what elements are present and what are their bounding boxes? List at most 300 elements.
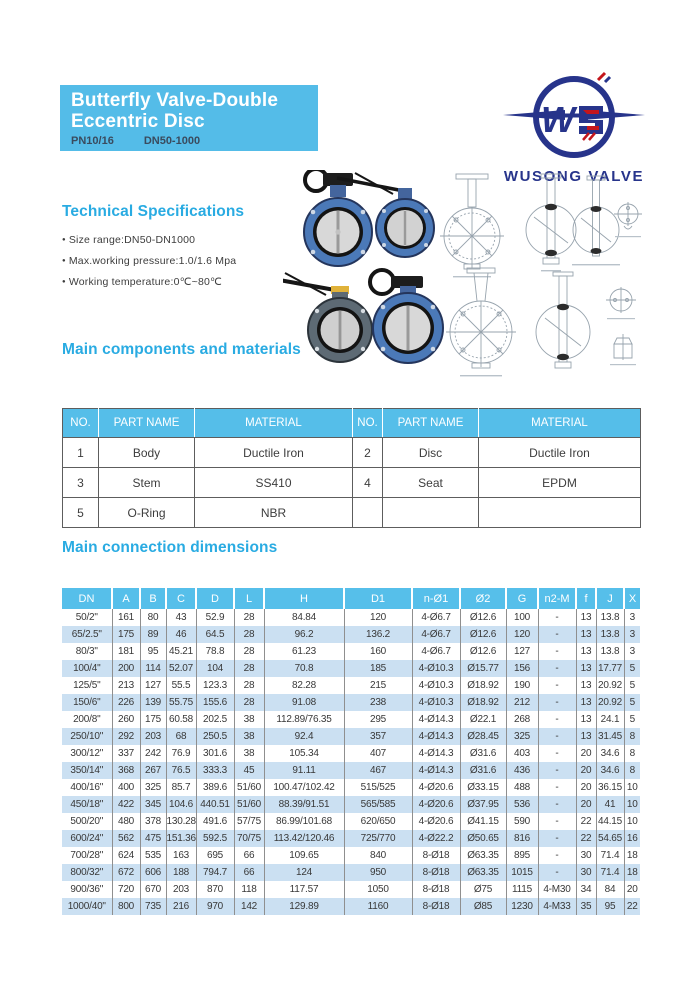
- table-cell: 18: [624, 864, 640, 881]
- table-cell: 36.15: [596, 779, 624, 796]
- table-cell: 175: [112, 626, 140, 643]
- table-cell: 3: [624, 609, 640, 626]
- table-cell: 606: [140, 864, 166, 881]
- table-cell: Seat: [383, 468, 479, 498]
- table-cell: 5: [624, 677, 640, 694]
- table-row: [62, 779, 640, 796]
- table-row: [63, 438, 641, 468]
- table-cell: 34: [576, 881, 596, 898]
- table-cell: 407: [344, 745, 412, 762]
- table-cell: 28: [234, 694, 264, 711]
- table-cell: 160: [344, 643, 412, 660]
- table-cell: 2: [353, 438, 383, 468]
- table-cell: 124: [264, 864, 344, 881]
- table-row: [62, 898, 640, 915]
- table-cell: 76.5: [166, 762, 196, 779]
- table-cell: 203: [140, 728, 166, 745]
- table-cell: 292: [112, 728, 140, 745]
- table-cell: 120: [506, 626, 538, 643]
- table-row: [62, 830, 640, 847]
- table-cell: 51/60: [234, 779, 264, 796]
- table-cell: -: [538, 762, 576, 779]
- table-cell: -: [538, 660, 576, 677]
- table-row: [62, 660, 640, 677]
- dimensions-table: [62, 588, 640, 915]
- table-cell: 31.45: [596, 728, 624, 745]
- table-cell: Stem: [99, 468, 195, 498]
- table-cell: 35: [576, 898, 596, 915]
- table-cell: 300/12": [70, 748, 104, 759]
- drawing-side-view-top-1: [526, 174, 576, 271]
- table-cell: 45.21: [166, 643, 196, 660]
- table-cell: 325: [140, 779, 166, 796]
- table-cell: 389.6: [196, 779, 234, 796]
- table-cell: 28: [234, 626, 264, 643]
- table-cell: 84: [596, 881, 624, 898]
- table-cell: 840: [344, 847, 412, 864]
- table-cell: 22: [576, 813, 596, 830]
- table-row: [62, 813, 640, 830]
- table-cell: 695: [196, 847, 234, 864]
- table-cell: 66: [234, 864, 264, 881]
- table-cell: Ø31.6: [460, 762, 506, 779]
- table-cell: 118: [234, 881, 264, 898]
- table-cell: 185: [344, 660, 412, 677]
- table-cell: 45: [234, 762, 264, 779]
- table-cell: 242: [140, 745, 166, 762]
- table-row: [62, 728, 640, 745]
- table-cell: 181: [112, 643, 140, 660]
- drawing-front-view-bottom: [446, 268, 516, 376]
- table-cell: 60.58: [166, 711, 196, 728]
- table-cell: 333.3: [196, 762, 234, 779]
- column-header: G: [506, 588, 538, 609]
- table-cell: 50/2": [75, 612, 98, 623]
- table-cell: 155.6: [196, 694, 234, 711]
- table-cell: 4-Ø10.3: [412, 694, 460, 711]
- table-cell: 104.6: [166, 796, 196, 813]
- column-header: MATERIAL: [195, 409, 353, 438]
- table-cell: 52.07: [166, 660, 196, 677]
- product-illustrations: [283, 170, 645, 384]
- table-cell: 22: [624, 898, 640, 915]
- table-cell: 139: [140, 694, 166, 711]
- table-cell: 64.5: [196, 626, 234, 643]
- table-cell: 175: [140, 711, 166, 728]
- table-cell: Ø28.45: [460, 728, 506, 745]
- valve-photo-gear-bottom: [370, 270, 443, 363]
- table-cell: 4-Ø6.7: [412, 609, 460, 626]
- table-cell: 161: [112, 609, 140, 626]
- table-cell: 475: [140, 830, 166, 847]
- table-cell: 295: [344, 711, 412, 728]
- table-cell: 20: [576, 762, 596, 779]
- table-cell: 28: [234, 660, 264, 677]
- table-cell: 84.84: [264, 609, 344, 626]
- table-cell: 136.2: [344, 626, 412, 643]
- table-cell: 1115: [506, 881, 538, 898]
- table-cell: 400/16": [70, 782, 104, 793]
- table-cell: [383, 498, 479, 528]
- company-logo: [495, 70, 653, 185]
- table-cell: 150/6": [73, 697, 101, 708]
- table-cell: 112.89/76.35: [264, 711, 344, 728]
- table-cell: 13.8: [596, 609, 624, 626]
- table-cell: 71.4: [596, 847, 624, 864]
- table-cell: 562: [112, 830, 140, 847]
- table-cell: 4-Ø22.2: [412, 830, 460, 847]
- page-title-line1: Butterfly Valve-Double: [71, 90, 279, 111]
- table-cell: 672: [112, 864, 140, 881]
- table-cell: 216: [166, 898, 196, 915]
- table-cell: 17.77: [596, 660, 624, 677]
- table-cell: 5: [63, 498, 99, 528]
- table-cell: -: [538, 728, 576, 745]
- table-cell: 85.7: [166, 779, 196, 796]
- table-cell: 670: [140, 881, 166, 898]
- table-cell: 51/60: [234, 796, 264, 813]
- table-cell: 68: [166, 728, 196, 745]
- table-cell: 38: [234, 745, 264, 762]
- table-cell: 20: [576, 779, 596, 796]
- table-cell: Ductile Iron: [479, 438, 641, 468]
- table-cell: 592.5: [196, 830, 234, 847]
- table-cell: -: [538, 745, 576, 762]
- table-cell: 3: [624, 643, 640, 660]
- table-cell: 46: [166, 626, 196, 643]
- components-table: [62, 408, 641, 528]
- table-cell: -: [538, 796, 576, 813]
- table-cell: 100: [506, 609, 538, 626]
- table-cell: 800: [112, 898, 140, 915]
- table-cell: 488: [506, 779, 538, 796]
- table-cell: 65/2.5": [71, 629, 102, 640]
- valve-photo-lever-bottom: [283, 273, 372, 362]
- table-cell: 8-Ø18: [412, 864, 460, 881]
- specs-heading: Technical Specifications: [62, 203, 245, 220]
- table-cell: 89: [140, 626, 166, 643]
- table-cell: 70/75: [234, 830, 264, 847]
- table-cell: Ø18.92: [460, 677, 506, 694]
- table-cell: Ø50.65: [460, 830, 506, 847]
- table-cell: 13.8: [596, 626, 624, 643]
- table-cell: 125/5": [73, 680, 101, 691]
- table-cell: -: [538, 711, 576, 728]
- table-cell: 190: [506, 677, 538, 694]
- column-header: f: [576, 588, 596, 609]
- spec-item: ● Size range:DN50-DN1000: [62, 234, 236, 246]
- table-row: [63, 468, 641, 498]
- column-header: n-Ø1: [412, 588, 460, 609]
- table-cell: 13: [576, 694, 596, 711]
- table-cell: 536: [506, 796, 538, 813]
- table-cell: 4-Ø20.6: [412, 779, 460, 796]
- table-cell: 535: [140, 847, 166, 864]
- column-header: NO.: [63, 409, 99, 438]
- dimensions-heading: Main connection dimensions: [62, 539, 278, 556]
- table-cell: 3: [624, 626, 640, 643]
- table-cell: -: [538, 609, 576, 626]
- table-cell: 13: [576, 643, 596, 660]
- table-cell: 20: [624, 881, 640, 898]
- table-cell: 4-Ø20.6: [412, 813, 460, 830]
- drawing-side-view-bottom: [536, 272, 590, 368]
- table-cell: 80/3": [75, 646, 98, 657]
- column-header: B: [140, 588, 166, 609]
- table-cell: 238: [344, 694, 412, 711]
- table-cell: 5: [624, 711, 640, 728]
- table-cell: 4-Ø10.3: [412, 660, 460, 677]
- column-header: D: [196, 588, 234, 609]
- table-cell: Ø12.6: [460, 626, 506, 643]
- table-cell: [353, 498, 383, 528]
- table-row: [62, 864, 640, 881]
- table-cell: 52.9: [196, 609, 234, 626]
- table-cell: -: [538, 694, 576, 711]
- table-cell: 870: [196, 881, 234, 898]
- table-cell: 43: [166, 609, 196, 626]
- table-cell: 142: [234, 898, 264, 915]
- table-cell: 250.5: [196, 728, 234, 745]
- table-cell: EPDM: [479, 468, 641, 498]
- table-cell: 337: [112, 745, 140, 762]
- drawing-side-view-top-2: [572, 176, 620, 265]
- table-cell: 467: [344, 762, 412, 779]
- table-cell: 66: [234, 847, 264, 864]
- table-cell: 13: [576, 677, 596, 694]
- logo-monogram: W: [541, 99, 575, 140]
- table-cell: 28: [234, 677, 264, 694]
- table-cell: Ø41.15: [460, 813, 506, 830]
- table-cell: 13: [576, 728, 596, 745]
- table-cell: 13: [576, 660, 596, 677]
- table-cell: 10: [624, 796, 640, 813]
- table-cell: 950: [344, 864, 412, 881]
- table-cell: 325: [506, 728, 538, 745]
- drawing-detail-top-right: [614, 202, 642, 237]
- table-cell: 794.7: [196, 864, 234, 881]
- table-cell: 86.99/101.68: [264, 813, 344, 830]
- table-cell: 163: [166, 847, 196, 864]
- wusong-logo-icon: [495, 70, 653, 162]
- column-header: A: [112, 588, 140, 609]
- table-cell: -: [538, 677, 576, 694]
- table-cell: 10: [624, 779, 640, 796]
- table-row: [62, 711, 640, 728]
- table-cell: 13: [576, 711, 596, 728]
- table-cell: 215: [344, 677, 412, 694]
- table-cell: -: [538, 779, 576, 796]
- table-cell: Ø15.77: [460, 660, 506, 677]
- table-cell: 13: [576, 626, 596, 643]
- table-cell: 20.92: [596, 677, 624, 694]
- table-cell: 117.57: [264, 881, 344, 898]
- table-cell: SS410: [195, 468, 353, 498]
- table-cell: 30: [576, 847, 596, 864]
- table-row: [62, 762, 640, 779]
- table-cell: 368: [112, 762, 140, 779]
- table-cell: 200: [112, 660, 140, 677]
- table-cell: Ø85: [460, 898, 506, 915]
- table-row: [62, 847, 640, 864]
- brand-name: WUSONG VALVE: [503, 168, 645, 185]
- table-cell: NBR: [195, 498, 353, 528]
- table-row: [62, 694, 640, 711]
- table-cell: 8-Ø18: [412, 847, 460, 864]
- table-cell: 403: [506, 745, 538, 762]
- table-cell: 24.1: [596, 711, 624, 728]
- table-cell: 8-Ø18: [412, 881, 460, 898]
- page-title-line2: Eccentric Disc: [71, 111, 205, 132]
- table-cell: 80: [140, 609, 166, 626]
- table-cell: 1015: [506, 864, 538, 881]
- table-cell: 55.75: [166, 694, 196, 711]
- table-cell: 4: [353, 468, 383, 498]
- table-cell: 450/18": [70, 799, 104, 810]
- column-header: X: [624, 588, 640, 609]
- table-cell: 203: [166, 881, 196, 898]
- table-cell: 28: [234, 643, 264, 660]
- table-cell: 725/770: [344, 830, 412, 847]
- table-cell: 188: [166, 864, 196, 881]
- table-cell: -: [538, 830, 576, 847]
- table-cell: -: [538, 626, 576, 643]
- table-cell: 78.8: [196, 643, 234, 660]
- table-cell: 57/75: [234, 813, 264, 830]
- table-cell: 127: [506, 643, 538, 660]
- column-header: PART NAME: [99, 409, 195, 438]
- table-row: [63, 498, 641, 528]
- table-cell: 123.3: [196, 677, 234, 694]
- table-cell: 20.92: [596, 694, 624, 711]
- table-cell: 1050: [344, 881, 412, 898]
- table-cell: 54.65: [596, 830, 624, 847]
- table-row: [62, 643, 640, 660]
- table-cell: 624: [112, 847, 140, 864]
- table-cell: 8: [624, 762, 640, 779]
- table-cell: 590: [506, 813, 538, 830]
- table-cell: 13.8: [596, 643, 624, 660]
- table-cell: 91.08: [264, 694, 344, 711]
- table-cell: 4-Ø14.3: [412, 728, 460, 745]
- table-cell: Ø63.35: [460, 864, 506, 881]
- table-cell: 895: [506, 847, 538, 864]
- table-cell: 8: [624, 728, 640, 745]
- table-cell: 620/650: [344, 813, 412, 830]
- table-cell: 4-Ø14.3: [412, 711, 460, 728]
- pressure-size-line: [71, 135, 310, 147]
- column-header: n2-M: [538, 588, 576, 609]
- table-cell: 44.15: [596, 813, 624, 830]
- table-cell: 515/525: [344, 779, 412, 796]
- table-cell: 38: [234, 711, 264, 728]
- table-cell: Ø31.6: [460, 745, 506, 762]
- spec-item: ● Working temperature:0℃~80℃: [62, 276, 236, 288]
- table-cell: 720: [112, 881, 140, 898]
- table-cell: Body: [99, 438, 195, 468]
- table-cell: 565/585: [344, 796, 412, 813]
- table-cell: Ø63.35: [460, 847, 506, 864]
- column-header: MATERIAL: [479, 409, 641, 438]
- column-header: DN: [62, 588, 112, 609]
- table-cell: -: [538, 864, 576, 881]
- column-header: Ø2: [460, 588, 506, 609]
- table-cell: 130.28: [166, 813, 196, 830]
- table-cell: 436: [506, 762, 538, 779]
- column-header: C: [166, 588, 196, 609]
- table-cell: 8: [624, 745, 640, 762]
- table-cell: [479, 498, 641, 528]
- table-row: [62, 677, 640, 694]
- table-cell: 16: [624, 830, 640, 847]
- table-cell: 22: [576, 830, 596, 847]
- table-cell: 600/24": [70, 833, 104, 844]
- table-cell: 13: [576, 609, 596, 626]
- table-cell: Disc: [383, 438, 479, 468]
- table-cell: 500/20": [70, 816, 104, 827]
- table-cell: 350/14": [70, 765, 104, 776]
- table-cell: 3: [63, 468, 99, 498]
- table-cell: 18: [624, 847, 640, 864]
- table-cell: Ø37.95: [460, 796, 506, 813]
- spec-list: [62, 234, 236, 297]
- column-header: D1: [344, 588, 412, 609]
- table-cell: -: [538, 813, 576, 830]
- table-cell: 109.65: [264, 847, 344, 864]
- table-cell: 4-Ø6.7: [412, 643, 460, 660]
- table-cell: Ø12.6: [460, 609, 506, 626]
- table-row: [62, 881, 640, 898]
- table-cell: 301.6: [196, 745, 234, 762]
- table-cell: 226: [112, 694, 140, 711]
- table-cell: 95: [140, 643, 166, 660]
- table-cell: 212: [506, 694, 538, 711]
- table-cell: 816: [506, 830, 538, 847]
- table-cell: 105.34: [264, 745, 344, 762]
- table-cell: 4-Ø10.3: [412, 677, 460, 694]
- table-row: [62, 796, 640, 813]
- table-cell: 345: [140, 796, 166, 813]
- table-cell: 114: [140, 660, 166, 677]
- table-cell: Ø12.6: [460, 643, 506, 660]
- components-header-row: [63, 409, 641, 438]
- table-cell: 5: [624, 694, 640, 711]
- table-cell: 4-M30: [538, 881, 576, 898]
- table-cell: 100/4": [73, 663, 101, 674]
- table-cell: 970: [196, 898, 234, 915]
- table-cell: 4-M33: [538, 898, 576, 915]
- table-cell: 357: [344, 728, 412, 745]
- table-cell: 735: [140, 898, 166, 915]
- table-row: [62, 609, 640, 626]
- table-cell: 900/36": [70, 884, 104, 895]
- table-cell: 700/28": [70, 850, 104, 861]
- title-bar: [60, 85, 318, 151]
- table-cell: 71.4: [596, 864, 624, 881]
- table-cell: 4-Ø14.3: [412, 745, 460, 762]
- table-cell: 100.47/102.42: [264, 779, 344, 796]
- table-cell: 250/10": [70, 731, 104, 742]
- spec-item: ● Max.working pressure:1.0/1.6 Mpa: [62, 255, 236, 267]
- table-cell: 20: [576, 796, 596, 813]
- table-cell: 76.9: [166, 745, 196, 762]
- table-cell: 1160: [344, 898, 412, 915]
- table-cell: 61.23: [264, 643, 344, 660]
- table-cell: 113.42/120.46: [264, 830, 344, 847]
- table-cell: 28: [234, 609, 264, 626]
- table-cell: 480: [112, 813, 140, 830]
- table-cell: 422: [112, 796, 140, 813]
